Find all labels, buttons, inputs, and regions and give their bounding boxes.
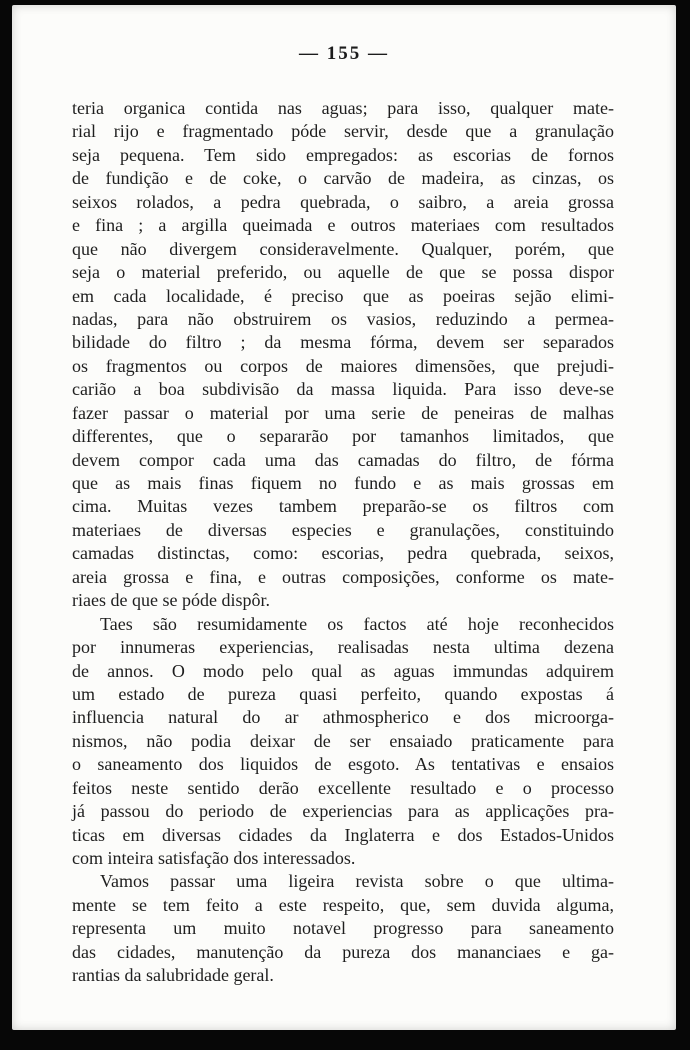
text-line: areia grossa e fina, e outras composições, conforme os mate- [72, 566, 614, 587]
text-line: differentes, que o separarão por tamanhos limitados, que [72, 426, 614, 447]
text-line: representa um muito notavel progresso para saneamento [72, 918, 614, 939]
text-line: um estado de pureza quasi perfeito, quando expostas á [72, 683, 614, 704]
text-line: rantias da salubridade geral. [72, 965, 274, 986]
paragraph [72, 97, 614, 613]
text-line: já passou do periodo de experiencias para as applicações pra- [72, 801, 614, 822]
text-line: seja pequena. Tem sido empregados: as escorias de fornos [72, 144, 614, 165]
text-line: com inteira satisfação dos interessados. [72, 848, 356, 868]
text-line: seixos rolados, a pedra quebrada, o saibro, a areia grossa [72, 191, 614, 212]
paragraph [72, 613, 614, 871]
text-line: materiaes de diversas especies e granulações, constituindo [72, 519, 614, 540]
text-line: Vamos passar uma ligeira revista sobre o que ultima- [100, 871, 614, 892]
text-line: bilidade do filtro ; da mesma fórma, devem ser separados [72, 332, 614, 353]
text-line: influencia natural do ar athmospherico e dos microorga- [72, 707, 614, 728]
text-line: ticas em diversas cidades da Inglaterra e dos Estados-Unidos [72, 824, 614, 845]
text-line: nadas, para não obstruirem os vasios, reduzindo a permea- [72, 308, 614, 329]
text-line: seja o material preferido, ou aquelle de que se possa dispor [72, 262, 614, 283]
text-line: carião a boa subdivisão da massa liquida. Para isso deve-se [72, 379, 614, 400]
text-line: que não divergem consideravelmente. Qualquer, porém, que [72, 238, 614, 259]
text-line: o saneamento dos liquidos de esgoto. As tentativas e ensaios [72, 754, 614, 775]
text-line: cima. Muitas vezes tambem preparão-se os filtros com [72, 496, 614, 517]
text-line: que as mais finas fiquem no fundo e as mais grossas em [72, 473, 614, 493]
paragraph [72, 870, 614, 987]
text-line: das cidades, manutenção da pureza dos mananciaes e ga- [72, 941, 614, 962]
text-line: camadas distinctas, como: escorias, pedra quebrada, seixos, [72, 543, 614, 564]
text-line: devem compor cada uma das camadas do filtro, de fórma [72, 449, 614, 470]
page-number-header: — 155 — [299, 43, 389, 64]
text-line: rial rijo e fragmentado póde servir, desde que a granulação [72, 121, 614, 142]
text-line: em cada localidade, é preciso que as poeiras sejão elimi- [72, 285, 614, 306]
text-line: os fragmentos ou corpos de maiores dimensões, que prejudi- [72, 355, 614, 376]
text-line: mente se tem feito a este respeito, que, sem duvida alguma, [72, 894, 614, 915]
text-line: fazer passar o material por uma serie de peneiras de malhas [72, 402, 614, 423]
text-line: de annos. O modo pelo qual as aguas immundas adquirem [72, 660, 614, 681]
text-line: nismos, não podia deixar de ser ensaiado praticamente para [72, 730, 614, 751]
text-line: teria organica contida nas aguas; para isso, qualquer mate- [72, 98, 614, 118]
text-line: Taes são resumidamente os factos até hoje reconhecidos [100, 613, 614, 634]
text-line: de fundição e de coke, o carvão de madeira, as cinzas, os [72, 168, 614, 189]
text-line: por innumeras experiencias, realisadas nesta ultima dezena [72, 637, 614, 658]
text-line: e fina ; a argilla queimada e outros materiaes com resultados [72, 215, 614, 236]
text-column [72, 97, 614, 988]
text-line: feitos neste sentido derão excellente resultado e o processo [72, 777, 614, 798]
document-page [12, 5, 676, 1030]
text-line: riaes de que se póde dispôr. [72, 590, 270, 611]
